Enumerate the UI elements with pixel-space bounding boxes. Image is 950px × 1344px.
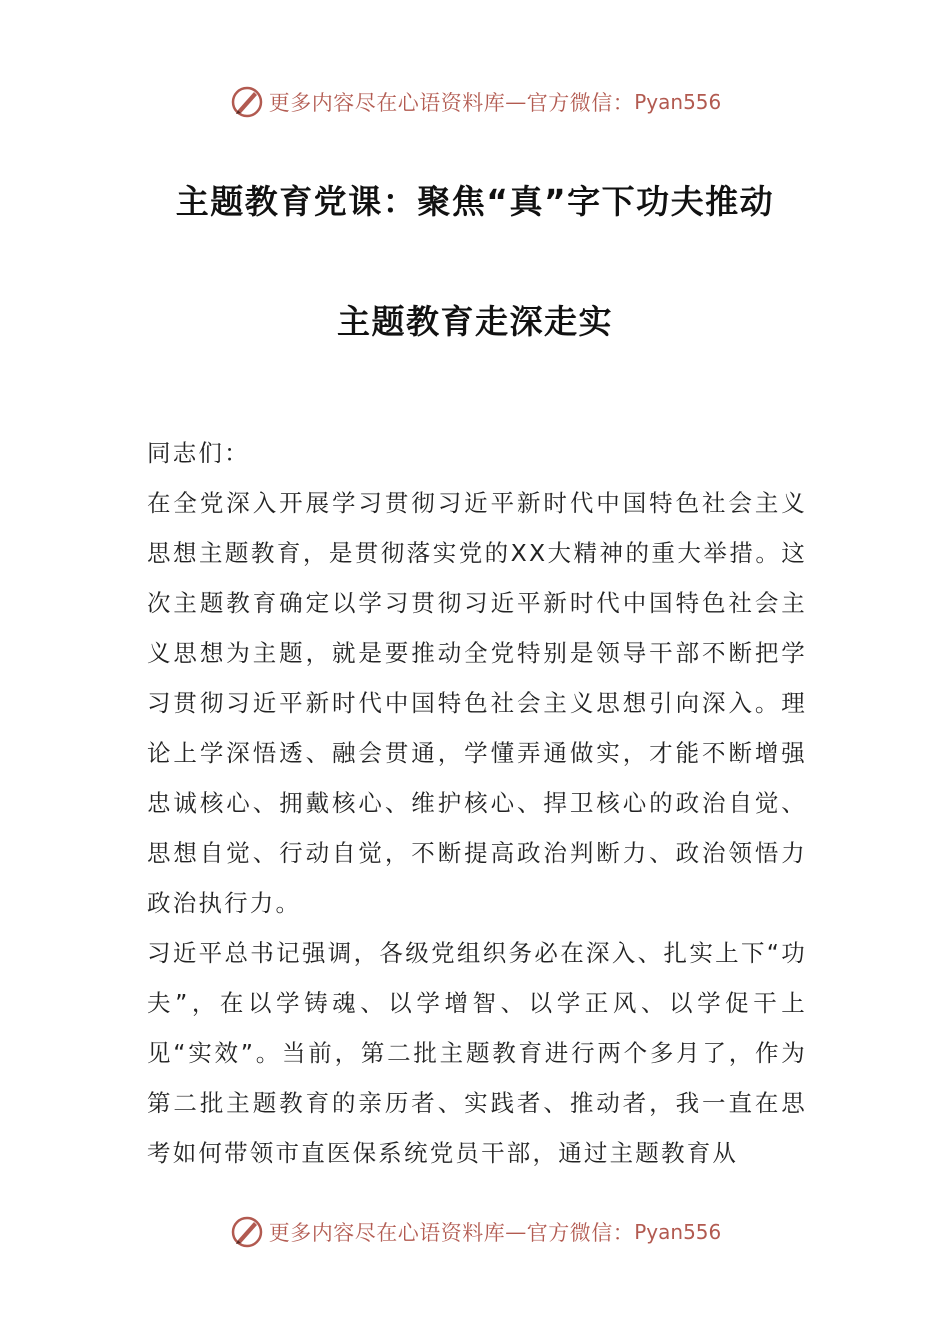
document-title-line-1: 主题教育党课：聚焦“真”字下功夫推动: [175, 182, 775, 221]
paragraph-2: 习近平总书记强调，各级党组织务必在深入、扎实上下“功夫”，在以学铸魂、以学增智、以学正风、以学促干上见“实效”。当前，第二批主题教育进行两个多月了，作为第二批主题教育的亲历者、实践者、推动者，我一直在思考如何带领市直医保系统党员干部，通过主题教育从: [147, 939, 807, 1167]
document-title-line-2: 主题教育走深走实: [337, 302, 613, 341]
watermark-banner-bottom: [0, 1210, 950, 1254]
watermark-banner-top: [0, 80, 950, 124]
watermark-id: Pyan556: [634, 1220, 722, 1244]
pen-circle-logo-icon: [229, 84, 265, 120]
watermark-sub-text: 官方微信：: [526, 1221, 635, 1245]
watermark-dash: —: [505, 1220, 527, 1244]
watermark-dash: —: [505, 90, 527, 114]
watermark-id: Pyan556: [634, 90, 722, 114]
watermark-sub-text: 官方微信：: [526, 91, 635, 115]
watermark-main-text: 更多内容尽在心语资料库: [268, 1221, 506, 1245]
pen-circle-logo-icon: [229, 1214, 265, 1250]
paragraph-1: 在全党深入开展学习贯彻习近平新时代中国特色社会主义思想主题教育，是贯彻落实党的XX大精神的重大举措。这次主题教育确定以学习贯彻习近平新时代中国特色社会主义思想为主题，就是要推动全党特别是领导干部不断把学习贯彻习近平新时代中国特色社会主义思想引向深入。理论上学深悟透、融会贯通，学懂弄通做实，才能不断增强忠诚核心、拥戴核心、维护核心、捍卫核心的政治自觉、思想自觉、行动自觉，不断提高政治判断力、政治领悟力政治执行力。: [147, 489, 807, 917]
salutation: 同志们：: [147, 439, 250, 467]
document-body: [147, 428, 807, 1178]
watermark-main-text: 更多内容尽在心语资料库: [268, 91, 506, 115]
